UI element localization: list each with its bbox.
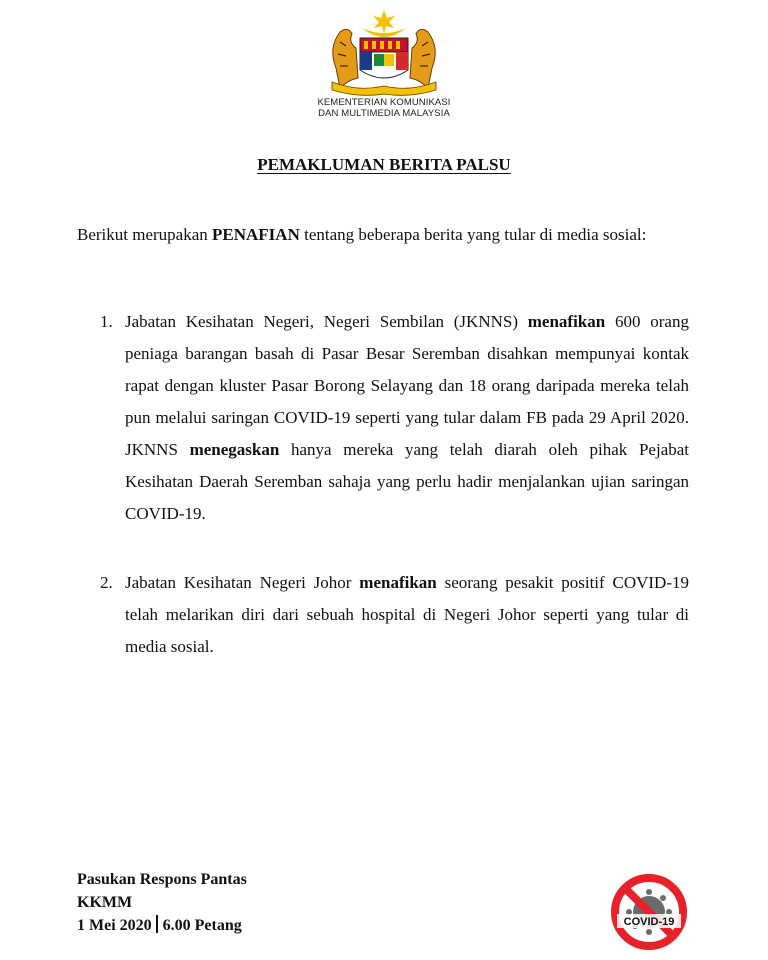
list-item-number: 2. xyxy=(100,573,113,592)
intro-bold-keyword: PENAFIAN xyxy=(212,225,300,244)
intro-text-after: tentang beberapa berita yang tular di media sosial: xyxy=(299,225,647,244)
intro-paragraph xyxy=(77,218,689,251)
item-text: hanya mereka yang telah diarah oleh pihak Pejabat Kesihatan Daerah Seremban sahaja yang perlu hadir menjalankan ujian saringan COVID-19. xyxy=(125,440,690,523)
item-bold-keyword: menegaskan xyxy=(189,440,280,459)
intro-text-before: Berikut merupakan xyxy=(77,225,213,244)
disclaimer-list xyxy=(100,306,689,663)
signoff-team: Pasukan Respons Pantas xyxy=(77,871,247,888)
signoff-datetime xyxy=(77,914,247,937)
page-title: PEMAKLUMAN BERITA PALSU xyxy=(257,155,511,174)
item-text: 600 orang peniaga barangan basah di Pasar Besar Seremban disahkan mempunyai kontak rapat dengan kluster Pasar Borong Selayang dan 18 orang daripada mereka telah pun melalui saringan COVID-19 seperti yang tular dalam FB pada 29 April 2020. JKNNS xyxy=(125,312,689,459)
item-bold-keyword: menafikan xyxy=(359,573,437,592)
signoff-org: KKMM xyxy=(77,894,133,911)
signoff-block xyxy=(77,868,247,937)
badge-text: COVID-19 xyxy=(623,916,675,928)
list-item-number: 1. xyxy=(100,312,113,331)
signoff-date: 1 Mei 2020 xyxy=(77,917,152,934)
date-time-separator xyxy=(156,915,158,933)
signoff-time: 6.00 Petang xyxy=(162,917,242,934)
malaysia-coat-of-arms-icon xyxy=(318,8,450,98)
ministry-name-line-2: DAN MULTIMEDIA MALAYSIA xyxy=(318,108,450,119)
item-text: seorang pesakit positif COVID-19 telah melarikan diri dari sebuah hospital di Negeri Johor seperti yang tular di media sosial. xyxy=(125,573,689,656)
no-covid-19-icon xyxy=(609,872,689,952)
item-text: Jabatan Kesihatan Negeri, Negeri Sembilan (JKNNS) xyxy=(125,312,528,331)
item-text: Jabatan Kesihatan Negeri Johor xyxy=(125,573,360,592)
ministry-name-line-1: KEMENTERIAN KOMUNIKASI xyxy=(317,97,451,108)
item-bold-keyword: menafikan xyxy=(527,312,606,331)
ministry-name xyxy=(300,97,468,119)
list-item xyxy=(100,567,689,663)
list-item xyxy=(100,306,689,530)
